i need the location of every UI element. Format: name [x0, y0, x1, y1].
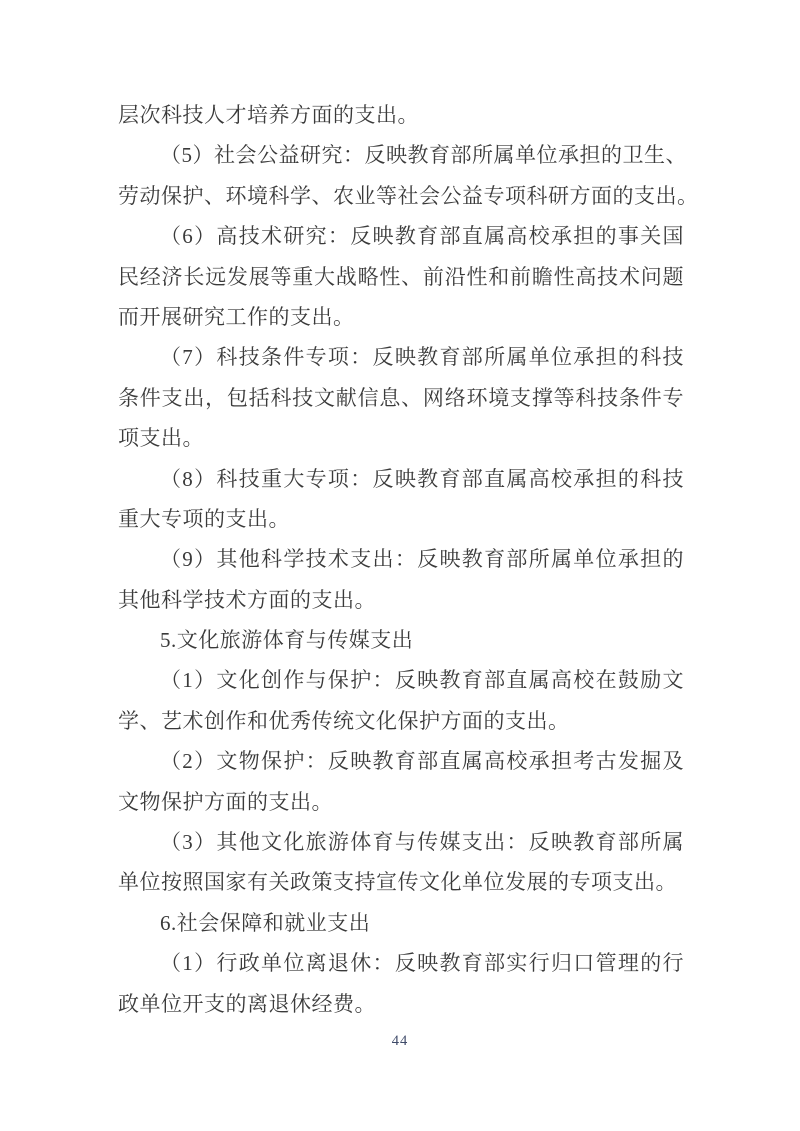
text-line: 劳动保护、环境科学、农业等社会公益专项科研方面的支出。 — [118, 183, 699, 208]
text-line: 项支出。 — [118, 426, 204, 451]
paragraph-item-culture-3 — [118, 822, 684, 903]
text-line: （5）社会公益研究：反映教育部所属单位承担的卫生、 — [160, 143, 687, 168]
paragraph-item-culture-2 — [118, 741, 684, 822]
paragraph-item-culture-1 — [118, 660, 684, 741]
document-body — [118, 95, 699, 1024]
paragraph-continuation — [118, 95, 684, 135]
text-line: （9）其他科学技术支出：反映教育部所属单位承担的 — [160, 547, 684, 572]
text-line: （2）文物保护：反映教育部直属高校承担考古发掘及 — [160, 749, 684, 774]
paragraph-item-social-1 — [118, 943, 684, 1024]
text-line: 其他科学技术方面的支出。 — [118, 587, 376, 612]
text-line: 重大专项的支出。 — [118, 506, 290, 531]
text-line: 民经济长远发展等重大战略性、前沿性和前瞻性高技术问题 — [118, 264, 684, 289]
text-line: 而开展研究工作的支出。 — [118, 304, 355, 329]
section-heading-text: 6.社会保障和就业支出 — [160, 910, 371, 935]
text-line: （6）高技术研究：反映教育部直属高校承担的事关国 — [160, 224, 684, 249]
text-line: 学、艺术创作和优秀传统文化保护方面的支出。 — [118, 708, 570, 733]
text-line: （3）其他文化旅游体育与传媒支出：反映教育部所属 — [160, 830, 684, 855]
text-line: 单位按照国家有关政策支持宣传文化单位发展的专项支出。 — [118, 870, 677, 895]
text-line: 层次科技人才培养方面的支出。 — [118, 103, 419, 127]
text-line: （8）科技重大专项：反映教育部直属高校承担的科技 — [160, 466, 684, 491]
text-line: （1）文化创作与保护：反映教育部直属高校在鼓励文 — [160, 668, 684, 693]
text-line: 政单位开支的离退休经费。 — [118, 991, 376, 1016]
section-heading-5 — [118, 620, 684, 660]
text-line: 文物保护方面的支出。 — [118, 789, 333, 814]
paragraph-item-7 — [118, 337, 684, 458]
paragraph-item-9 — [118, 539, 684, 620]
text-line: 条件支出，包括科技文献信息、网络环境支撑等科技条件专 — [118, 385, 684, 410]
section-heading-text: 5.文化旅游体育与传媒支出 — [160, 628, 414, 653]
text-line: （1）行政单位离退休：反映教育部实行归口管理的行 — [160, 951, 684, 976]
text-line: （7）科技条件专项：反映教育部所属单位承担的科技 — [160, 345, 684, 370]
page-number: 44 — [391, 1033, 409, 1049]
paragraph-item-6 — [118, 216, 684, 337]
paragraph-item-5 — [118, 135, 699, 216]
paragraph-item-8 — [118, 459, 684, 540]
section-heading-6 — [118, 903, 684, 943]
